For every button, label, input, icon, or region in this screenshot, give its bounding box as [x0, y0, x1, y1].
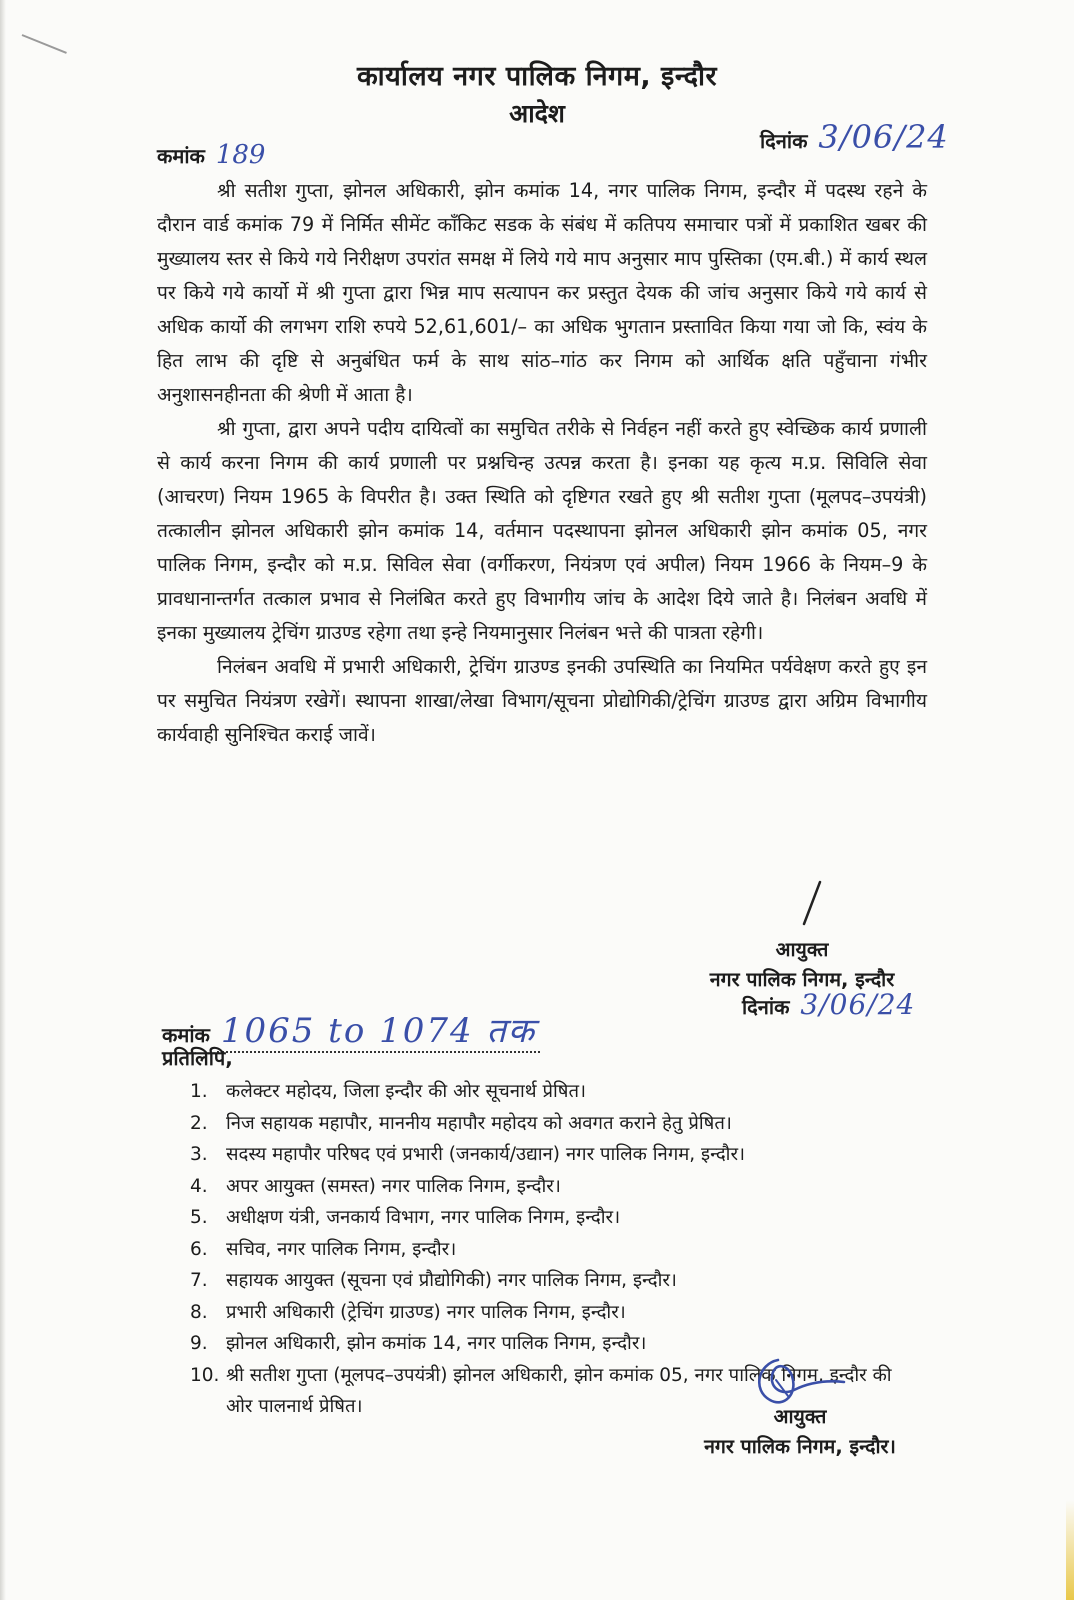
order-date-value: 3/06/24 — [818, 118, 949, 156]
order-number-label: कमांक — [157, 144, 205, 168]
order-date — [760, 118, 949, 156]
signatory-office: नगर पालिक निगम, इन्दौर — [709, 968, 895, 991]
list-item-number: 8. — [190, 1301, 208, 1323]
list-item — [190, 1297, 920, 1329]
list-item — [190, 1234, 920, 1266]
copy-to-title: प्रतिलिपि, — [162, 1046, 233, 1070]
list-item — [190, 1108, 920, 1140]
list-item — [190, 1171, 920, 1203]
endorsement-date-label: दिनांक — [742, 995, 790, 1019]
list-item-text: अपर आयुक्त (समस्त) नगर पालिक निगम, इन्दौर। — [226, 1175, 561, 1197]
list-item — [190, 1202, 920, 1234]
body-paragraph: श्री सतीश गुप्ता, झोनल अधिकारी, झोन कमांक 14, नगर पालिक निगम, इन्दौर में पदस्थ रहने के दौरान वार्ड कमांक 79 में निर्मित सीमेंट कॉंकिट सडक के संबंध में कतिपय समाचार पत्रों में प्रकाशित खबर की मुख्यालय स्तर से किये गये निरीक्षण उपरांत समक्ष में लिये गये माप अनुसार माप पुस्तिका (एम.बी.) में कार्य स्थल पर किये गये कार्यो में श्री गुप्ता द्वारा भिन्न माप सत्यापन कर प्रस्तुत देयक की जांच अनुसार किये गये कार्य से अधिक कार्यो की लगभग राशि रुपये 52,61,601/– का अधिक भुगतान प्रस्तावित किया गया जो कि, स्वंय के हित लाभ की दृष्टि से अनुबंधित फर्म के साथ सांठ–गांठ कर निगम को आर्थिक क्षति पहुँचाना गंभीर अनुशासनहीनता की श्रेणी में आता है। — [157, 179, 927, 406]
body-paragraph: श्री गुप्ता, द्वारा अपने पदीय दायित्वों का समुचित तरीके से निर्वहन नहीं करते हुए स्वेच्छिक कार्य प्रणाली से कार्य करना निगम की कार्य प्रणाली पर प्रश्नचिन्ह उत्पन्न करता है। इनका यह कृत्य म.प्र. सिविलि सेवा (आचरण) नियम 1965 के विपरीत है। उक्त स्थिति को दृष्टिगत रखते हुए श्री सतीश गुप्ता (मूलपद–उपयंत्री) तत्कालीन झोनल अधिकारी झोन कमांक 14, वर्तमान पदस्थापना झोनल अधिकारी झोन कमांक 05, नगर पालिक निगम, इन्दौर को म.प्र. सिविल सेवा (वर्गीकरण, नियंत्रण एवं अपील) नियम 1966 के नियम–9 के प्रावधानान्तर्गत तत्काल प्रभाव से निलंबित करते हुए विभागीय जांच के आदेश दिये जाते है। निलंबन अवधि में इनका मुख्यालय ट्रेचिंग ग्राउण्ड रहेगा तथा इन्हे नियमानुसार निलंबन भत्ते की पात्रता रहेगी। — [157, 417, 927, 644]
endorsement-date — [742, 988, 915, 1021]
list-item-number: 7. — [190, 1270, 208, 1291]
list-item — [190, 1139, 920, 1171]
list-item — [190, 1265, 920, 1297]
list-item-text: सचिव, नगर पालिक निगम, इन्दौर। — [226, 1238, 457, 1260]
scan-mark — [22, 34, 67, 54]
signatory-block-2 — [660, 1402, 940, 1462]
office-title: कार्यालय नगर पालिक निगम, इन्दौर — [356, 61, 718, 92]
list-item-text: कलेक्टर महोदय, जिला इन्दौर की ओर सूचनार्थ प्रेषित। — [226, 1081, 587, 1102]
list-item-number: 4. — [190, 1175, 208, 1197]
order-number — [157, 140, 265, 170]
list-item-number: 5. — [190, 1207, 208, 1228]
order-date-label: दिनांक — [760, 129, 808, 153]
list-item-number: 3. — [190, 1144, 208, 1165]
order-number-value: 189 — [215, 140, 266, 170]
list-item-text: प्रभारी अधिकारी (ट्रेचिंग ग्राउण्ड) नगर पालिक निगम, इन्दौर। — [226, 1301, 626, 1323]
signatory-title: आयुक्त — [775, 938, 829, 961]
initial-mark — [800, 880, 822, 928]
order-body — [157, 174, 927, 752]
list-item-text: अधीक्षण यंत्री, जनकार्य विभाग, नगर पालिक निगम, इन्दौर। — [226, 1207, 621, 1228]
scan-edge-shadow — [0, 0, 6, 1600]
signatory-block-1 — [662, 935, 942, 995]
body-paragraph: निलंबन अवधि में प्रभारी अधिकारी, ट्रेचिंग ग्राउण्ड इनकी उपस्थिति का नियमित पर्यवेक्षण करते हुए इन पर समुचित नियंत्रण रखेगें। स्थापना शाखा/लेखा विभाग/सूचना प्रोद्योगिकी/ट्रेचिंग ग्राउण्ड द्वारा अग्रिम विभागीय कार्यवाही सुनिश्चित कराई जावें। — [157, 655, 927, 746]
list-item-number: 9. — [190, 1333, 208, 1354]
list-item-number: 2. — [190, 1112, 208, 1134]
signatory-office: नगर पालिक निगम, इन्दौर। — [704, 1435, 896, 1458]
reference-value: 1065 to 1074 तक — [217, 1011, 540, 1053]
signatory-title: आयुक्त — [773, 1405, 827, 1428]
list-item-text: सहायक आयुक्त (सूचना एवं प्रौद्योगिकी) नगर पालिक निगम, इन्दौर। — [226, 1270, 677, 1291]
list-item-text: निज सहायक महापौर, माननीय महापौर महोदय को अवगत कराने हेतु प्रेषित। — [226, 1112, 732, 1134]
endorsement-date-value: 3/06/24 — [800, 988, 916, 1021]
list-item-number: 6. — [190, 1238, 208, 1260]
list-item-number: 1. — [190, 1081, 208, 1102]
list-item-number: 10. — [190, 1364, 220, 1386]
scan-edge-color — [1066, 1500, 1074, 1600]
order-heading: आदेश — [509, 99, 565, 128]
list-item-text: झोनल अधिकारी, झोन कमांक 14, नगर पालिक निगम, इन्दौर। — [226, 1333, 647, 1354]
reference-label: कमांक — [162, 1023, 210, 1047]
list-item-text: सदस्य महापौर परिषद एवं प्रभारी (जनकार्य/उद्यान) नगर पालिक निगम, इन्दौर। — [226, 1144, 746, 1165]
list-item — [190, 1076, 920, 1108]
list-item-text: श्री सतीश गुप्ता (मूलपद–उपयंत्री) झोनल अधिकारी, झोन कमांक 05, नगर पालिक निगम, इन्दौर की ओर पालनार्थ प्रेषित। — [226, 1364, 892, 1417]
